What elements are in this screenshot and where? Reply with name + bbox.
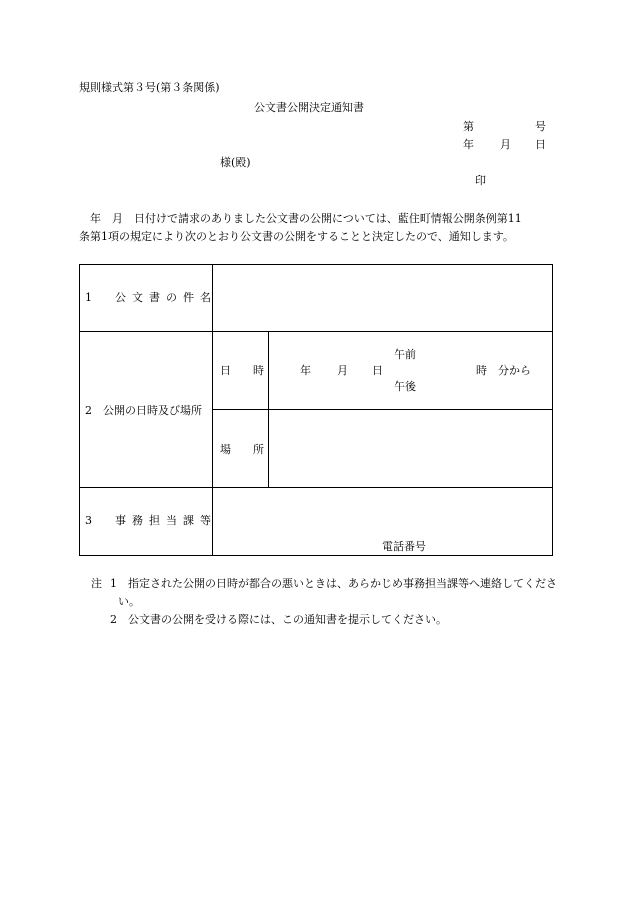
date-day: 日 [535, 138, 546, 151]
date-month: 月 [500, 138, 511, 151]
date-year: 年 [463, 138, 474, 151]
note-2-number: 2 [110, 613, 117, 626]
row-label-department: 3 事務担当課等 [85, 514, 217, 527]
body-line-1: 年 月 日付けで請求のありました公文書の公開については、藍住町情報公開条例第11 [79, 212, 522, 225]
addressee: 様(殿) [220, 156, 251, 169]
document-title: 公文書公開決定通知書 [254, 101, 364, 114]
time-from-label: 時 分から [476, 364, 531, 377]
form-number: 規則様式第３号(第３条関係) [79, 81, 220, 94]
phone-label: 電話番号 [382, 540, 426, 553]
body-line-2: 条第1項の規定により次のとおり公文書の公開をすることと決定したので、通知します。 [79, 230, 514, 243]
notes-prefix: 注 [91, 577, 102, 590]
note-1-continued: い。 [118, 595, 140, 608]
place-label: 場 所 [220, 443, 264, 456]
table-rule [212, 264, 213, 555]
nichiji-label: 日 時 [220, 364, 264, 377]
table-rule [212, 409, 552, 410]
row-label-document-name: 1 公文書の件名 [85, 291, 217, 304]
table-rule [79, 487, 552, 488]
note-2-text: 公文書の公開を受ける際には、この通知書を提示してください。 [128, 613, 447, 626]
disclosure-month: 月 [337, 364, 348, 377]
disclosure-day: 日 [372, 364, 383, 377]
am-label: 午前 [394, 348, 416, 361]
disclosure-year: 年 [300, 364, 311, 377]
table-rule [79, 331, 552, 332]
number-dai: 第 [463, 120, 474, 133]
row-label-date-place: 2 公開の日時及び場所 [85, 404, 202, 417]
note-1-text: 指定された公開の日時が都合の悪いときは、あらかじめ事務担当課等へ連絡してくださ [128, 577, 557, 590]
table-rule [268, 331, 269, 487]
note-1-number: 1 [110, 577, 117, 590]
pm-label: 午後 [394, 380, 416, 393]
number-go: 号 [535, 120, 546, 133]
seal-mark: 印 [475, 174, 486, 187]
